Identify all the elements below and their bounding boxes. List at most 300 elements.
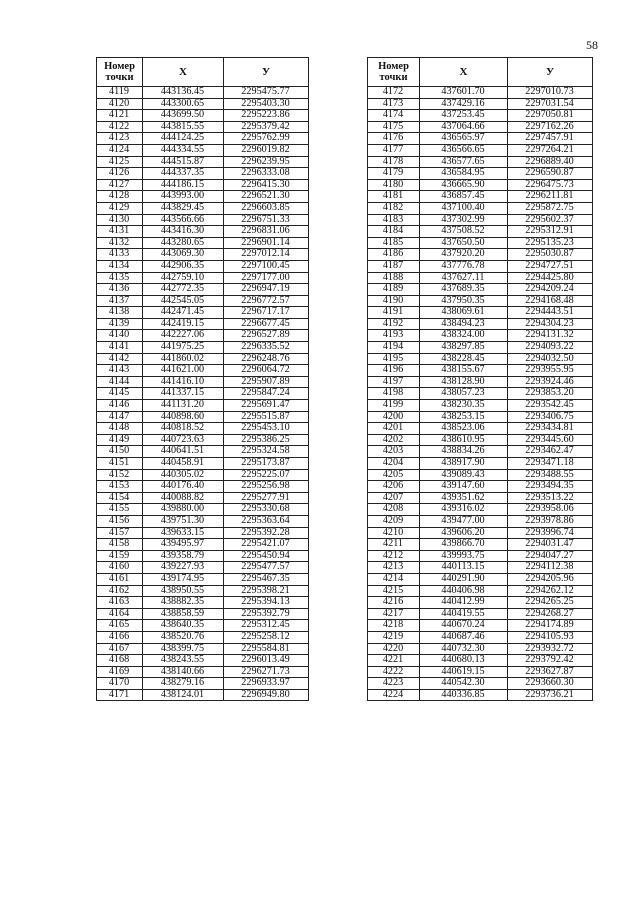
cell-point-number: 4153 [97, 481, 143, 493]
cell-y: 2294093.22 [508, 342, 593, 354]
cell-point-number: 4200 [368, 411, 420, 423]
cell-point-number: 4213 [368, 562, 420, 574]
cell-y: 2296335.52 [224, 342, 309, 354]
cell-point-number: 4156 [97, 515, 143, 527]
cell-point-number: 4192 [368, 318, 420, 330]
cell-y: 2296064.72 [224, 365, 309, 377]
table-row [368, 689, 593, 701]
cell-x: 440641.51 [143, 446, 224, 458]
header-number-line2: точки [105, 72, 134, 83]
header-point-number [368, 58, 420, 87]
cell-point-number: 4201 [368, 423, 420, 435]
cell-x: 440732.30 [420, 643, 508, 655]
cell-x: 438140.66 [143, 666, 224, 678]
cell-y: 2295403.30 [224, 98, 309, 110]
table-row [368, 295, 593, 307]
cell-y: 2293924.46 [508, 376, 593, 388]
table-row [97, 400, 309, 412]
cell-x: 439477.00 [420, 515, 508, 527]
table-row [368, 539, 593, 551]
cell-x: 443699.50 [143, 110, 224, 122]
cell-y: 2295394.13 [224, 597, 309, 609]
cell-point-number: 4166 [97, 631, 143, 643]
table-row [368, 307, 593, 319]
cell-x: 440088.82 [143, 492, 224, 504]
cell-x: 440291.90 [420, 573, 508, 585]
cell-point-number: 4224 [368, 689, 420, 701]
cell-x: 437064.66 [420, 121, 508, 133]
cell-y: 2295173.87 [224, 458, 309, 470]
cell-point-number: 4150 [97, 446, 143, 458]
cell-y: 2296901.14 [224, 237, 309, 249]
table-row [368, 260, 593, 272]
cell-y: 2295277.91 [224, 492, 309, 504]
table-row [368, 168, 593, 180]
cell-y: 2295467.35 [224, 573, 309, 585]
cell-x: 438494.23 [420, 318, 508, 330]
table-row [368, 144, 593, 156]
cell-point-number: 4205 [368, 469, 420, 481]
table-row [97, 689, 309, 701]
table-row [97, 504, 309, 516]
cell-y: 2293792.42 [508, 655, 593, 667]
cell-point-number: 4163 [97, 597, 143, 609]
table-row [97, 249, 309, 261]
cell-point-number: 4164 [97, 608, 143, 620]
header-y: У [508, 58, 593, 87]
cell-y: 2295223.86 [224, 110, 309, 122]
cell-point-number: 4148 [97, 423, 143, 435]
cell-x: 437627.11 [420, 272, 508, 284]
table-row [97, 585, 309, 597]
cell-y: 2296211.81 [508, 191, 593, 203]
cell-y: 2293494.35 [508, 481, 593, 493]
cell-x: 438834.26 [420, 446, 508, 458]
cell-x: 440818.52 [143, 423, 224, 435]
cell-point-number: 4121 [97, 110, 143, 122]
cell-y: 2297162.26 [508, 121, 593, 133]
cell-y: 2296590.87 [508, 168, 593, 180]
cell-y: 2294168.48 [508, 295, 593, 307]
cell-point-number: 4169 [97, 666, 143, 678]
cell-x: 438228.45 [420, 353, 508, 365]
cell-point-number: 4180 [368, 179, 420, 191]
cell-point-number: 4122 [97, 121, 143, 133]
table-header-row [368, 58, 593, 87]
cell-point-number: 4211 [368, 539, 420, 551]
cell-y: 2293406.75 [508, 411, 593, 423]
cell-x: 440406.98 [420, 585, 508, 597]
cell-x: 442759.10 [143, 272, 224, 284]
cell-x: 438128.90 [420, 376, 508, 388]
cell-y: 2294032.50 [508, 353, 593, 365]
table-row [97, 608, 309, 620]
table-row [368, 666, 593, 678]
cell-point-number: 4214 [368, 573, 420, 585]
cell-x: 443566.66 [143, 214, 224, 226]
cell-y: 2295453.10 [224, 423, 309, 435]
cell-point-number: 4204 [368, 458, 420, 470]
table-row [97, 446, 309, 458]
cell-point-number: 4184 [368, 226, 420, 238]
table-row [97, 353, 309, 365]
cell-y: 2295602.37 [508, 214, 593, 226]
table-row [97, 226, 309, 238]
cell-x: 440542.30 [420, 678, 508, 690]
cell-y: 2295584.81 [224, 643, 309, 655]
cell-point-number: 4128 [97, 191, 143, 203]
table-row [368, 608, 593, 620]
cell-point-number: 4131 [97, 226, 143, 238]
table-row [368, 573, 593, 585]
cell-y: 2293736.21 [508, 689, 593, 701]
table-row [97, 550, 309, 562]
cell-x: 440419.55 [420, 608, 508, 620]
cell-y: 2293955.95 [508, 365, 593, 377]
cell-y: 2293996.74 [508, 527, 593, 539]
table-row [368, 121, 593, 133]
cell-x: 442471.45 [143, 307, 224, 319]
cell-point-number: 4207 [368, 492, 420, 504]
table-row [97, 411, 309, 423]
cell-x: 438124.01 [143, 689, 224, 701]
table-row [97, 376, 309, 388]
table-row [368, 249, 593, 261]
cell-x: 437253.45 [420, 110, 508, 122]
cell-y: 2297050.81 [508, 110, 593, 122]
cell-point-number: 4127 [97, 179, 143, 191]
cell-y: 2293434.81 [508, 423, 593, 435]
table-row [97, 527, 309, 539]
cell-point-number: 4130 [97, 214, 143, 226]
cell-y: 2293853.20 [508, 388, 593, 400]
table-row [97, 272, 309, 284]
table-row [97, 434, 309, 446]
cell-y: 2297012.14 [224, 249, 309, 261]
cell-point-number: 4185 [368, 237, 420, 249]
cell-point-number: 4129 [97, 202, 143, 214]
table-row [368, 550, 593, 562]
cell-y: 2297100.45 [224, 260, 309, 272]
cell-point-number: 4203 [368, 446, 420, 458]
coordinates-table-right [367, 57, 593, 701]
cell-x: 440619.15 [420, 666, 508, 678]
cell-point-number: 4193 [368, 330, 420, 342]
cell-x: 437776.78 [420, 260, 508, 272]
cell-point-number: 4133 [97, 249, 143, 261]
cell-x: 443136.45 [143, 87, 224, 99]
cell-x: 438858.59 [143, 608, 224, 620]
cell-x: 438230.35 [420, 400, 508, 412]
cell-point-number: 4171 [97, 689, 143, 701]
table-row [97, 307, 309, 319]
cell-y: 2297031.54 [508, 98, 593, 110]
table-row [368, 458, 593, 470]
cell-x: 440687.46 [420, 631, 508, 643]
table-row [97, 539, 309, 551]
table-row [368, 133, 593, 145]
cell-point-number: 4209 [368, 515, 420, 527]
table-row [368, 504, 593, 516]
cell-x: 439751.30 [143, 515, 224, 527]
table-row [97, 110, 309, 122]
cell-y: 2296772.57 [224, 295, 309, 307]
table-row [368, 481, 593, 493]
cell-point-number: 4168 [97, 655, 143, 667]
cell-x: 437429.16 [420, 98, 508, 110]
cell-point-number: 4190 [368, 295, 420, 307]
cell-x: 438324.00 [420, 330, 508, 342]
cell-y: 2294425.80 [508, 272, 593, 284]
table-row [368, 353, 593, 365]
cell-x: 437950.35 [420, 295, 508, 307]
cell-x: 437100.40 [420, 202, 508, 214]
cell-y: 2296889.40 [508, 156, 593, 168]
cell-y: 2296949.80 [224, 689, 309, 701]
cell-point-number: 4223 [368, 678, 420, 690]
cell-point-number: 4141 [97, 342, 143, 354]
cell-x: 439174.95 [143, 573, 224, 585]
cell-y: 2295392.28 [224, 527, 309, 539]
cell-x: 441416.10 [143, 376, 224, 388]
cell-y: 2296751.33 [224, 214, 309, 226]
table-row [97, 237, 309, 249]
cell-point-number: 4210 [368, 527, 420, 539]
cell-point-number: 4136 [97, 284, 143, 296]
table-row [97, 260, 309, 272]
table-row [368, 110, 593, 122]
cell-x: 442227.06 [143, 330, 224, 342]
cell-x: 442419.15 [143, 318, 224, 330]
cell-y: 2294105.93 [508, 631, 593, 643]
cell-x: 438610.95 [420, 434, 508, 446]
table-row [97, 133, 309, 145]
cell-x: 437920.20 [420, 249, 508, 261]
cell-x: 438640.35 [143, 620, 224, 632]
table-row [97, 214, 309, 226]
cell-x: 443815.55 [143, 121, 224, 133]
table-row [368, 98, 593, 110]
table-row [97, 179, 309, 191]
cell-y: 2296677.45 [224, 318, 309, 330]
table-row [97, 87, 309, 99]
table-row [368, 492, 593, 504]
cell-y: 2295477.57 [224, 562, 309, 574]
table-row [97, 597, 309, 609]
cell-point-number: 4176 [368, 133, 420, 145]
cell-point-number: 4139 [97, 318, 143, 330]
cell-x: 440176.40 [143, 481, 224, 493]
table-row [368, 678, 593, 690]
header-number-line2: точки [379, 72, 408, 83]
table-row [97, 295, 309, 307]
cell-x: 439358.79 [143, 550, 224, 562]
cell-point-number: 4152 [97, 469, 143, 481]
cell-x: 439606.20 [420, 527, 508, 539]
cell-x: 441337.15 [143, 388, 224, 400]
cell-point-number: 4165 [97, 620, 143, 632]
cell-x: 443829.45 [143, 202, 224, 214]
cell-y: 2295691.47 [224, 400, 309, 412]
cell-point-number: 4132 [97, 237, 143, 249]
table-row [97, 318, 309, 330]
cell-point-number: 4191 [368, 307, 420, 319]
cell-point-number: 4189 [368, 284, 420, 296]
table-row [97, 620, 309, 632]
cell-x: 437302.99 [420, 214, 508, 226]
cell-x: 441621.00 [143, 365, 224, 377]
cell-y: 2293660.30 [508, 678, 593, 690]
cell-x: 438950.55 [143, 585, 224, 597]
cell-y: 2294265.25 [508, 597, 593, 609]
cell-point-number: 4160 [97, 562, 143, 574]
table-row [97, 469, 309, 481]
cell-point-number: 4173 [368, 98, 420, 110]
cell-y: 2295421.07 [224, 539, 309, 551]
table-row [97, 168, 309, 180]
cell-y: 2296521.30 [224, 191, 309, 203]
table-header-row [97, 58, 309, 87]
cell-point-number: 4147 [97, 411, 143, 423]
cell-x: 436565.97 [420, 133, 508, 145]
cell-point-number: 4175 [368, 121, 420, 133]
table-row [97, 423, 309, 435]
table-row [97, 342, 309, 354]
cell-y: 2293445.60 [508, 434, 593, 446]
table-row [368, 643, 593, 655]
cell-x: 440898.60 [143, 411, 224, 423]
table-row [368, 214, 593, 226]
cell-point-number: 4219 [368, 631, 420, 643]
cell-point-number: 4194 [368, 342, 420, 354]
cell-x: 444337.35 [143, 168, 224, 180]
cell-x: 440412.99 [420, 597, 508, 609]
header-x: Х [143, 58, 224, 87]
cell-x: 438297.85 [420, 342, 508, 354]
cell-y: 2296933.97 [224, 678, 309, 690]
cell-y: 2296415.30 [224, 179, 309, 191]
cell-point-number: 4188 [368, 272, 420, 284]
cell-point-number: 4172 [368, 87, 420, 99]
cell-point-number: 4177 [368, 144, 420, 156]
cell-point-number: 4198 [368, 388, 420, 400]
table-row [368, 318, 593, 330]
header-number-line1: Номер [104, 61, 135, 72]
cell-x: 438520.76 [143, 631, 224, 643]
cell-y: 2295872.75 [508, 202, 593, 214]
cell-y: 2296271.73 [224, 666, 309, 678]
cell-x: 438279.16 [143, 678, 224, 690]
cell-y: 2295847.24 [224, 388, 309, 400]
table-row [368, 156, 593, 168]
cell-point-number: 4182 [368, 202, 420, 214]
cell-point-number: 4179 [368, 168, 420, 180]
cell-x: 443069.30 [143, 249, 224, 261]
cell-y: 2295762.99 [224, 133, 309, 145]
cell-y: 2295225.07 [224, 469, 309, 481]
cell-point-number: 4218 [368, 620, 420, 632]
table-row [368, 179, 593, 191]
table-row [97, 562, 309, 574]
cell-point-number: 4161 [97, 573, 143, 585]
cell-point-number: 4154 [97, 492, 143, 504]
cell-x: 441131.20 [143, 400, 224, 412]
cell-x: 442772.35 [143, 284, 224, 296]
cell-point-number: 4216 [368, 597, 420, 609]
table-row [368, 365, 593, 377]
cell-point-number: 4149 [97, 434, 143, 446]
cell-y: 2295475.77 [224, 87, 309, 99]
cell-point-number: 4158 [97, 539, 143, 551]
cell-x: 440305.02 [143, 469, 224, 481]
cell-point-number: 4178 [368, 156, 420, 168]
cell-x: 443300.65 [143, 98, 224, 110]
table-row [368, 620, 593, 632]
cell-x: 437601.70 [420, 87, 508, 99]
table-body-left [97, 87, 309, 701]
cell-y: 2293978.86 [508, 515, 593, 527]
cell-x: 439351.62 [420, 492, 508, 504]
table-row [97, 481, 309, 493]
cell-y: 2294727.51 [508, 260, 593, 272]
cell-x: 436584.95 [420, 168, 508, 180]
cell-y: 2293542.45 [508, 400, 593, 412]
cell-point-number: 4145 [97, 388, 143, 400]
table-row [368, 527, 593, 539]
cell-y: 2295312.45 [224, 620, 309, 632]
table-row [97, 515, 309, 527]
cell-point-number: 4186 [368, 249, 420, 261]
table-row [368, 388, 593, 400]
table-row [368, 434, 593, 446]
cell-y: 2295515.87 [224, 411, 309, 423]
cell-y: 2295363.64 [224, 515, 309, 527]
cell-x: 439880.00 [143, 504, 224, 516]
table-row [97, 655, 309, 667]
cell-x: 436857.45 [420, 191, 508, 203]
cell-y: 2296717.17 [224, 307, 309, 319]
cell-y: 2296019.82 [224, 144, 309, 156]
cell-y: 2295379.42 [224, 121, 309, 133]
cell-point-number: 4157 [97, 527, 143, 539]
table-row [97, 643, 309, 655]
cell-point-number: 4195 [368, 353, 420, 365]
cell-point-number: 4159 [97, 550, 143, 562]
cell-y: 2293958.06 [508, 504, 593, 516]
table-row [368, 284, 593, 296]
cell-point-number: 4123 [97, 133, 143, 145]
cell-x: 439866.70 [420, 539, 508, 551]
cell-y: 2296333.08 [224, 168, 309, 180]
table-row [368, 585, 593, 597]
cell-y: 2296831.06 [224, 226, 309, 238]
table-row [368, 202, 593, 214]
cell-point-number: 4208 [368, 504, 420, 516]
cell-y: 2295398.21 [224, 585, 309, 597]
cell-x: 440458.91 [143, 458, 224, 470]
table-row [368, 330, 593, 342]
cell-x: 436566.65 [420, 144, 508, 156]
cell-x: 440723.63 [143, 434, 224, 446]
cell-y: 2294209.24 [508, 284, 593, 296]
cell-x: 441975.25 [143, 342, 224, 354]
cell-x: 436665.90 [420, 179, 508, 191]
header-number-line1: Номер [378, 61, 409, 72]
cell-y: 2294047.27 [508, 550, 593, 562]
cell-y: 2293513.22 [508, 492, 593, 504]
table-row [368, 411, 593, 423]
cell-x: 439495.97 [143, 539, 224, 551]
